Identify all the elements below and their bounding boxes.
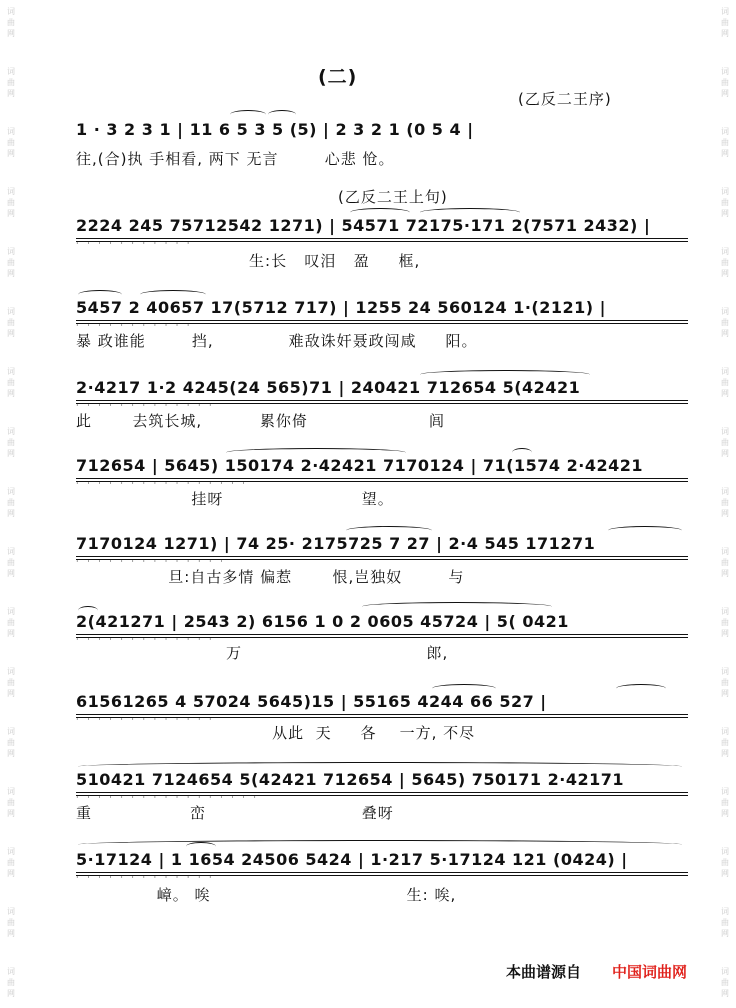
watermark-text: 词 曲 网 [7, 307, 15, 338]
watermark-text: 词 曲 网 [7, 367, 15, 398]
left-watermark-strip [0, 0, 22, 1008]
slur-mark [78, 840, 682, 849]
watermark-text: 词 曲 网 [721, 787, 729, 818]
lyric-line-9: 重 峦 叠呀 [76, 804, 394, 822]
notation-line-3: 5457 2 40657 17(5712 717) | 1255 24 560124 1·(2121) | [76, 298, 688, 320]
watermark-text: 词 曲 网 [721, 67, 729, 98]
section-title: (二) [318, 66, 358, 88]
notation-line-2: 2224 245 75712542 1271) | 54571 72175·171 2(7571 2432) | [76, 216, 688, 238]
notation-line-8: 61561265 4 57024 5645)15 | 55165 4244 66 527 | [76, 692, 688, 714]
watermark-text: 词 曲 网 [7, 787, 15, 818]
watermark-text: 词 曲 网 [7, 907, 15, 938]
watermark-text: 词 曲 网 [721, 967, 729, 998]
octave-dots: · · · · · · · · · · · · · · · · · [76, 793, 259, 802]
watermark-text: 词 曲 网 [721, 547, 729, 578]
notation-line-6: 7170124 1271) | 74 25· 2175725 7 27 | 2·4 545 171271 [76, 534, 688, 556]
lyric-line-1: 往,(合)执 手相看, 两下 无言 心悲 怆。 [76, 150, 395, 168]
lyric-line-2: 生:长 叹泪 盈 框, [76, 252, 421, 270]
right-watermark-strip [714, 0, 736, 1008]
footer-source-label: 本曲谱源自 [506, 963, 582, 981]
watermark-text: 词 曲 网 [721, 307, 729, 338]
lyric-line-4: 此 去筑长城, 累你倚 闾 [76, 412, 445, 430]
footer-site-link[interactable]: 中国词曲网 [612, 963, 688, 981]
watermark-text: 词 曲 网 [721, 907, 729, 938]
watermark-text: 词 曲 网 [721, 187, 729, 218]
slur-mark [268, 110, 296, 119]
watermark-text: 词 曲 网 [7, 487, 15, 518]
watermark-text: 词 曲 网 [7, 607, 15, 638]
watermark-text: 词 曲 网 [721, 127, 729, 158]
lyric-line-5: 挂呀 望。 [76, 490, 394, 508]
watermark-text: 词 曲 网 [721, 487, 729, 518]
watermark-text: 词 曲 网 [721, 367, 729, 398]
watermark-text: 词 曲 网 [721, 727, 729, 758]
octave-dots: · · · · · · · · · · · · · [76, 635, 215, 644]
watermark-text: 词 曲 网 [7, 7, 15, 38]
octave-dots: · · · · · · · · · · · [76, 321, 193, 330]
watermark-text: 词 曲 网 [7, 127, 15, 158]
watermark-text: 词 曲 网 [7, 67, 15, 98]
watermark-text: 词 曲 网 [7, 967, 15, 998]
octave-dots: · · · · · · · · · · · · · · · · [76, 479, 248, 488]
watermark-text: 词 曲 网 [7, 847, 15, 878]
notation-line-7: 2(421271 | 2543 2) 6156 1 0 2 0605 45724 | 5( 0421 [76, 612, 688, 634]
watermark-text: 词 曲 网 [721, 667, 729, 698]
octave-dots: · · · · · · · · · · · · · [76, 401, 215, 410]
watermark-text: 词 曲 网 [721, 427, 729, 458]
watermark-text: 词 曲 网 [7, 547, 15, 578]
octave-dots: · · · · · · · · · · · · · [76, 873, 215, 882]
notation-line-4: 2·4217 1·2 4245(24 565)71 | 240421 712654 5(42421 [76, 378, 688, 400]
watermark-text: 词 曲 网 [721, 247, 729, 278]
watermark-text: 词 曲 网 [7, 247, 15, 278]
lyric-line-8: 从此 天 各 一方, 不尽 [76, 724, 476, 742]
watermark-text: 词 曲 网 [721, 7, 729, 38]
notation-line-5: 712654 | 5645) 150174 2·42421 7170124 | 71(1574 2·42421 [76, 456, 688, 478]
watermark-text: 词 曲 网 [7, 427, 15, 458]
watermark-text: 词 曲 网 [721, 847, 729, 878]
lyric-line-6: 旦:自古多情 偏惹 恨,岂独奴 与 [76, 568, 465, 586]
watermark-text: 词 曲 网 [7, 187, 15, 218]
slur-mark [362, 602, 552, 611]
slur-mark [230, 110, 266, 119]
notation-line-9: 510421 7124654 5(42421 712654 | 5645) 750171 2·42171 [76, 770, 688, 792]
notation-line-10: 5·17124 | 1 1654 24506 5424 | 1·217 5·17124 121 (0424) | [76, 850, 688, 872]
octave-dots: · · · · · · · · · · · · · [76, 715, 215, 724]
octave-dots: · · · · · · · · · · · · · · [76, 557, 226, 566]
watermark-text: 词 曲 网 [721, 607, 729, 638]
lyric-line-10: 嶂。 唉 生: 唉, [76, 886, 457, 904]
lyric-line-3: 暴 政谁能 挡, 难敌诛奸聂政闯咸 阳。 [76, 332, 478, 350]
upper-phrase-annotation: (乙反二王上句) [338, 188, 448, 206]
octave-dots: · · · · · · · · · · · [76, 239, 193, 248]
notation-line-1: 1 · 3 2 3 1 | 11 6 5 3 5 (5) | 2 3 2 1 (0 5 4 | [76, 120, 474, 139]
prelude-annotation: (乙反二王序) [518, 90, 612, 108]
watermark-text: 词 曲 网 [7, 727, 15, 758]
watermark-text: 词 曲 网 [7, 667, 15, 698]
lyric-line-7: 万 郎, [76, 644, 449, 662]
